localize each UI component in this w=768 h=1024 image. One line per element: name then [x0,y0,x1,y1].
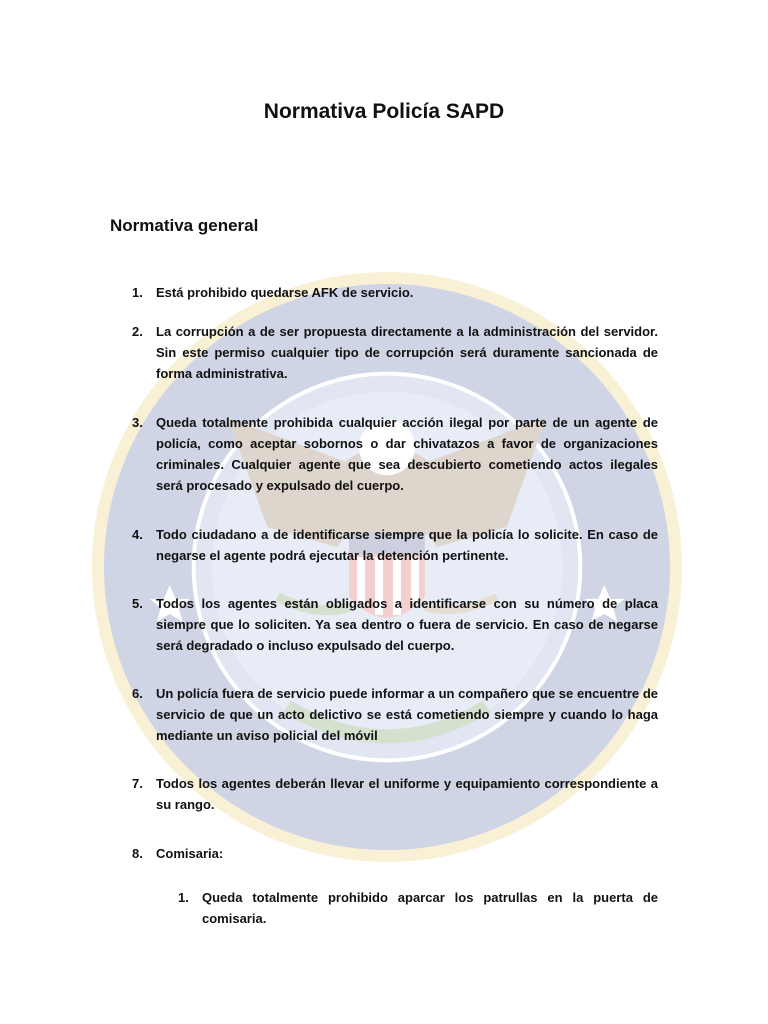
rule-item [132,843,658,929]
rule-number: 8. [132,846,143,861]
rule-number: 3. [132,415,143,430]
subrule-item [178,887,658,929]
rule-item [132,773,658,815]
rule-number: 6. [132,686,143,701]
section-title: Normativa general [110,216,259,235]
rule-text: Queda totalmente prohibida cualquier acción ilegal por parte de un agente de policía, como aceptar sobornos o dar chivatazos a favor de organizaciones criminales. Cualquier agente que sea descubierto cometiendo actos ilegales será procesado y expulsado del cuerpo. [156,415,658,493]
subrules-list [178,887,658,929]
rule-item [132,412,658,496]
rule-text: Comisaria: [156,846,224,861]
rules-list [132,282,658,929]
rule-number: 5. [132,596,143,611]
rule-number: 1. [132,285,143,300]
rule-text: Está prohibido quedarse AFK de servicio. [156,285,414,300]
rule-item [132,321,658,384]
rule-text: Todos los agentes están obligados a identificarse con su número de placa siempre que lo soliciten. Ya sea dentro o fuera de servicio. En caso de negarse será degradado o incluso expulsado del cuerpo. [156,596,658,653]
subrule-number: 1. [178,890,189,905]
rule-item [132,524,658,566]
document-title: Normativa Policía SAPD [263,100,505,123]
rule-item [132,282,658,303]
rule-text: Todo ciudadano a de identificarse siempre que la policía lo solicite. En caso de negarse el agente podrá ejecutar la detención pertinente. [156,527,658,563]
rule-number: 2. [132,324,143,339]
rule-number: 4. [132,527,143,542]
rule-text: Todos los agentes deberán llevar el uniforme y equipamiento correspondiente a su rango. [156,776,658,812]
rule-number: 7. [132,776,143,791]
rule-text: Un policía fuera de servicio puede informar a un compañero que se encuentre de servicio de que un acto delictivo se está cometiendo siempre y cuando lo haga mediante un aviso policial del móvil [156,686,658,743]
rule-item [132,683,658,746]
subrule-text: Queda totalmente prohibido aparcar los patrullas en la puerta de comisaria. [202,890,658,926]
rule-item [132,593,658,656]
rule-text: La corrupción a de ser propuesta directamente a la administración del servidor. Sin este permiso cualquier tipo de corrupción será duramente sancionada de forma administrativa. [156,324,658,381]
